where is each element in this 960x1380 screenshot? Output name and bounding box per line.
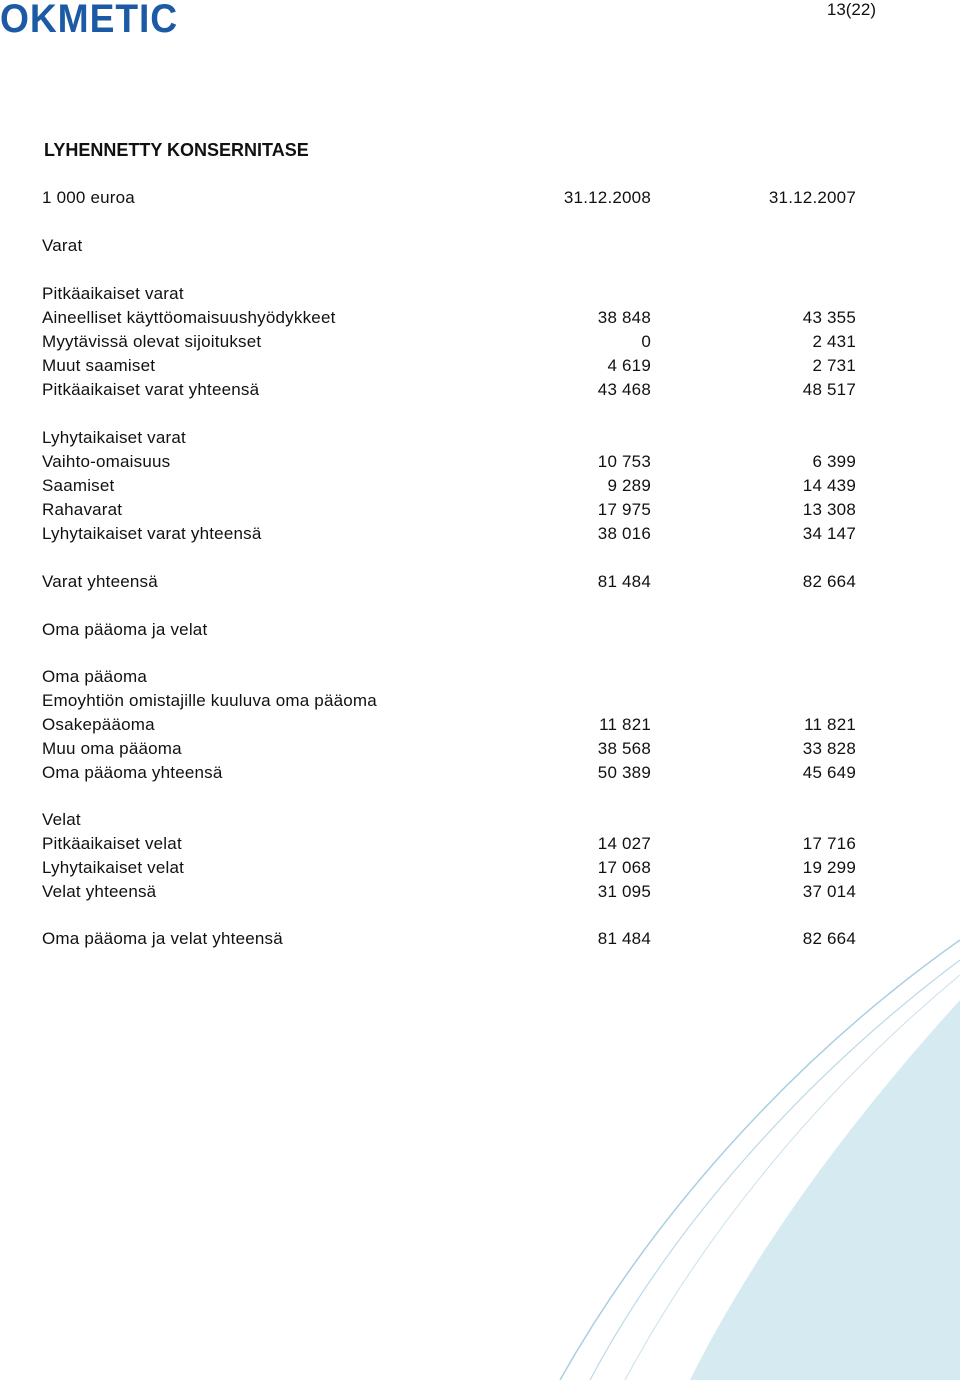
value-2007: 37 014	[802, 882, 856, 901]
section-label: Pitkäaikaiset varat	[42, 284, 184, 303]
page-number: 13(22)	[826, 0, 876, 19]
value-2007: 33 828	[802, 739, 856, 758]
value-2008: 11 821	[599, 715, 651, 734]
row-label: Pitkäaikaiset varat yhteensä	[42, 380, 260, 399]
value-2008: 17 975	[597, 500, 651, 519]
row-label: Muut saamiset	[42, 356, 156, 375]
row-label: Oma pääoma ja velat yhteensä	[42, 929, 283, 948]
value-2008: 14 027	[597, 834, 651, 853]
column-header-2008: 31.12.2008	[563, 188, 651, 207]
value-2007: 82 664	[802, 929, 856, 948]
row-label: Lyhytaikaiset velat	[42, 858, 185, 877]
swoosh-light-fill	[690, 1000, 960, 1380]
row-label: Myytävissä olevat sijoitukset	[42, 332, 262, 351]
value-2008: 4 619	[607, 356, 651, 375]
value-2008: 81 484	[597, 929, 651, 948]
value-2008: 50 389	[597, 763, 651, 782]
column-header-2007: 31.12.2007	[768, 188, 856, 207]
value-2008: 31 095	[597, 882, 651, 901]
document-title: LYHENNETTY KONSERNITASE	[44, 140, 309, 160]
row-label: Vaihto-omaisuus	[42, 452, 171, 471]
value-2008: 43 468	[597, 380, 651, 399]
value-2007: 82 664	[802, 572, 856, 591]
value-2007: 43 355	[802, 308, 856, 327]
row-label: Aineelliset käyttöomaisuushyödykkeet	[42, 308, 336, 327]
section-label: Oma pääoma ja velat	[42, 620, 208, 639]
row-label: Lyhytaikaiset varat yhteensä	[42, 524, 262, 543]
row-label: Saamiset	[42, 476, 115, 495]
value-2008: 9 289	[607, 476, 651, 495]
value-2007: 19 299	[802, 858, 856, 877]
value-2008: 81 484	[597, 572, 651, 591]
value-2008: 38 568	[597, 739, 651, 758]
row-label: Velat yhteensä	[42, 882, 157, 901]
value-2007: 17 716	[802, 834, 856, 853]
row-label: Osakepääoma	[42, 715, 155, 734]
value-2007: 34 147	[802, 524, 856, 543]
value-2008: 38 848	[597, 308, 651, 327]
section-label: Oma pääoma	[42, 667, 147, 686]
value-2007: 45 649	[802, 763, 856, 782]
section-label: Lyhytaikaiset varat	[42, 428, 186, 447]
section-label: Emoyhtiön omistajille kuuluva oma pääoma	[42, 691, 377, 710]
value-2007: 48 517	[802, 380, 856, 399]
value-2008: 38 016	[597, 524, 651, 543]
value-2007: 14 439	[802, 476, 856, 495]
value-2007: 11 821	[804, 715, 856, 734]
row-label: Varat yhteensä	[42, 572, 158, 591]
value-2007: 2 431	[812, 332, 856, 351]
row-label: Rahavarat	[42, 500, 123, 519]
unit-label: 1 000 euroa	[42, 188, 135, 207]
okmetic-logo: OKMETIC	[0, 0, 179, 41]
section-label: Velat	[42, 810, 81, 829]
value-2008: 10 753	[597, 452, 651, 471]
section-label: Varat	[42, 236, 83, 255]
value-2007: 13 308	[802, 500, 856, 519]
value-2008: 17 068	[597, 858, 651, 877]
row-label: Muu oma pääoma	[42, 739, 182, 758]
value-2007: 6 399	[812, 452, 856, 471]
row-label: Pitkäaikaiset velat	[42, 834, 182, 853]
value-2007: 2 731	[812, 356, 856, 375]
value-2008: 0	[641, 332, 651, 351]
row-label: Oma pääoma yhteensä	[42, 763, 223, 782]
